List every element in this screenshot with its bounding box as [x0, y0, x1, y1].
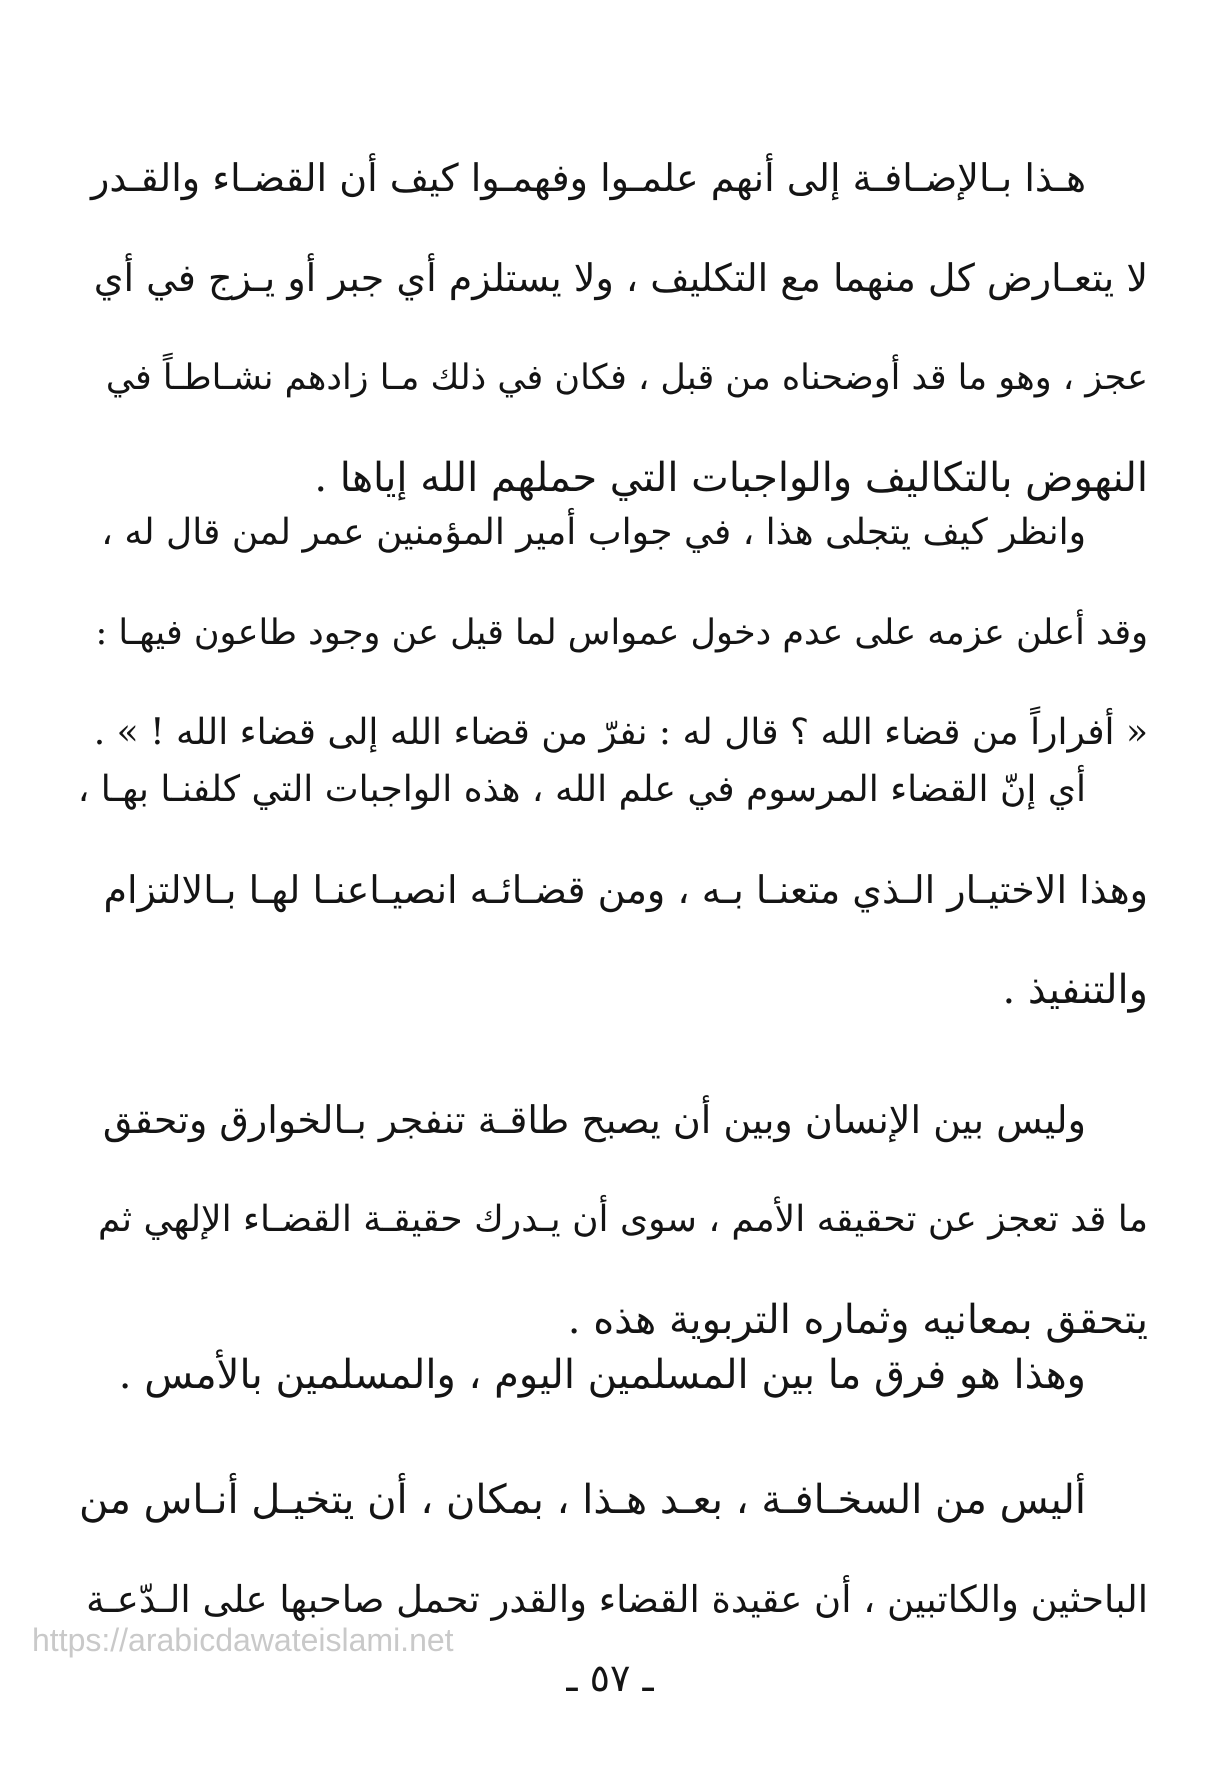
paragraph-line: وقد أعلن عزمه على عدم دخول عمواس لما قيل عن وجود طاعون فيهـا :: [95, 613, 1148, 653]
paragraph-5: [78, 1325, 1148, 1425]
paragraph-line: عجز ، وهو ما قد أوضحناه من قبل ، فكان في ذلك مـا زادهم نشـاطـاً في: [105, 358, 1148, 398]
paragraph-1: [78, 128, 1148, 528]
paragraph-line: الباحثين والكاتبين ، أن عقيدة القضاء والقدر تحمل صاحبها على الـدّعـة: [86, 1578, 1148, 1621]
paragraph-line: « أفراراً من قضاء الله ؟ قال له : نفرّ من قضاء الله إلى قضاء الله ! » .: [93, 712, 1148, 753]
paragraph-line: ما قد تعجز عن تحقيقه الأمم ، سوى أن يـدرك حقيقـة القضـاء الإلهي ثم: [98, 1199, 1148, 1240]
page-number: ـ ٥٧ ـ: [566, 1656, 654, 1700]
paragraph-line: لا يتعـارض كل منهما مع التكليف ، ولا يستلزم أي جبر أو يـزج في أي: [93, 256, 1148, 300]
paragraph-line: أي إنّ القضاء المرسوم في علم الله ، هذه الواجبات التي كلفنـا بهـا ،: [77, 769, 1086, 810]
paragraph-3: [78, 740, 1148, 1040]
paragraph-line: وانظر كيف يتجلى هذا ، في جواب أمير المؤمنين عمر لمن قال له ،: [101, 512, 1086, 553]
paragraph-line: النهوض بالتكاليف والواجبات التي حملهم الله إياها .: [314, 455, 1148, 501]
paragraph-line: وهذا هو فرق ما بين المسلمين اليوم ، والمسلمين بالأمس .: [118, 1352, 1086, 1398]
watermark-url: https://arabicdawateislami.net: [32, 1622, 454, 1658]
paragraph-line: والتنفيذ .: [1002, 967, 1148, 1013]
paragraph-line: هـذا بـالإضـافـة إلى أنهم علمـوا وفهمـوا كيف أن القضـاء والقـدر: [91, 156, 1086, 200]
paragraph-line: يتحقق بمعانيه وثماره التربوية هذه .: [567, 1297, 1148, 1343]
paragraph-6: [78, 1450, 1148, 1650]
paragraph-2: [78, 483, 1148, 783]
paragraph-line: أليس من السخـافـة ، بعـد هـذا ، بمكان ، أن يتخيـل أنـاس من: [79, 1477, 1086, 1523]
paragraph-line: وليس بين الإنسان وبين أن يصبح طاقـة تنفجر بـالخوارق وتحقق: [102, 1098, 1086, 1142]
paragraph-line: وهذا الاختيـار الـذي متعنـا بـه ، ومن قضـائـه انصيـاعنـا لهـا بـالالتزام: [103, 868, 1148, 912]
